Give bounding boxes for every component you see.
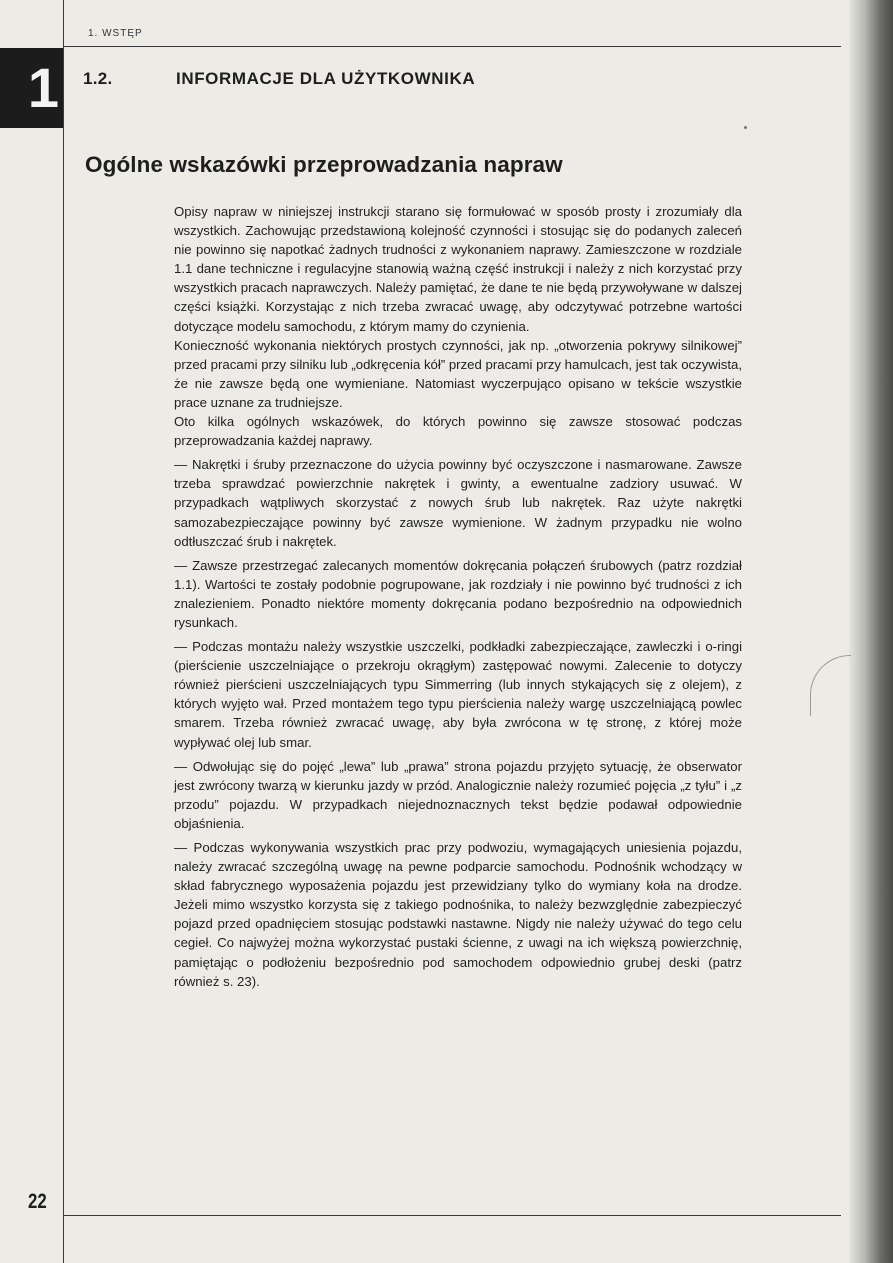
body-text [174, 202, 742, 991]
tip-nuts-bolts: — Nakrętki i śruby przeznaczone do użycia powinny być oczyszczone i nasmarowane. Zawsze trzeba sprawdzać powierzchnie nakrętek i gwinty, a ewentualne zadziory usuwać. W przypadkach wątpliwych skorzystać z nowych śrub lub nakrętek. Raz użyte nakrętki samozabezpieczające powinny być zawsze wymienione. W żadnym przypadku nie wolno odtłuszczać śrub i nakrętek. [174, 457, 742, 549]
tip-left-right: — Odwołując się do pojęć „lewa” lub „prawa” strona pojazdu przyjęto sytuację, że obserwator jest zwrócony twarzą w kierunku jazdy w przód. Analogicznie należy rozumieć pojęcia „z tyłu” i „z przodu” pojazdu. W przypadkach niejednoznacznych tekst będzie podawał odpowiednie objaśnienia. [174, 758, 742, 831]
chapter-tab: 1 [0, 48, 63, 128]
page-number: 22 [28, 1190, 47, 1213]
margin-rule [63, 0, 64, 1263]
paragraph-obvious-steps: Konieczność wykonania niektórych prostych czynności, jak np. „otworzenia pokrywy silnikowej” przed pracami przy silniku lub „odkręcenia kół” przed pracami przy hamulcach, jest tak oczywista, że nie zawsze będą one wymieniane. Natomiast wyczerpująco opisano w tekście wszystkie prace uznane za trudniejsze. [174, 337, 743, 410]
paragraph-intro: Opisy napraw w niniejszej instrukcji starano się formułować w sposób prosty i zrozumiały dla wszystkich. Zachowując przedstawioną kolejność czynności i stosując się do podanych zaleceń nie powinno się napotkać żadnych trudności z wykonaniem naprawy. Zamieszczone w rozdziale 1.1 dane techniczne i regulacyjne stanowią ważną część instrukcji i należy z nich korzystać przy wszystkich pracach naprawczych. Należy pamiętać, że dane te nie będą przywoływane w dalszej części książki. Korzystając z nich trzeba zwracać uwagę, aby odczytywać potrzebne wartości dotyczące modelu samochodu, z którym mamy do czynienia. [174, 204, 742, 334]
section-title: INFORMACJE DLA UŻYTKOWNIKA [176, 69, 476, 88]
print-speck [744, 126, 747, 129]
running-head: 1. WSTĘP [88, 28, 143, 39]
paragraph-general-tips: Oto kilka ogólnych wskazówek, do których powinno się zawsze stosować podczas przeprowadzania każdej naprawy. [174, 414, 742, 449]
book-spine-shadow [849, 0, 893, 1263]
tip-torque: — Zawsze przestrzegać zalecanych momentów dokręcania połączeń śrubowych (patrz rozdział 1.1). Wartości te zostały podobnie pogrupowane, jak rozdziały i nie powinno być trudności z ich znalezieniem. Ponadto niektóre momenty dokręcania podano bezpośrednio na odpowiednich rysunkach. [174, 557, 742, 630]
footer-rule [63, 1215, 841, 1216]
tip-seals: — Podczas montażu należy wszystkie uszczelki, podkładki zabezpieczające, zawleczki i o-ringi (pierścienie uszczelniające o przekroju okrągłym) zastępować nowymi. Zalecenie to dotyczy również pierścieni uszczelniających typu Simmerring (lub innych stykających się z olejem), z których wyjęto wał. Przed montażem tego typu pierścienia należy wargę uszczelniającą powlec smarem. Trzeba również zwracać uwagę, aby była zwrócona w tę stronę, z której może wypływać olej lub smar. [174, 639, 742, 750]
section-number: 1.2. [83, 69, 113, 88]
header-rule [63, 46, 841, 47]
tip-lifting: — Podczas wykonywania wszystkich prac przy podwoziu, wymagających uniesienia pojazdu, należy zwracać szczególną uwagę na pewne podparcie samochodu. Podnośnik wchodzący w skład fabrycznego wyposażenia pojazdu jest przewidziany tylko do wymiany koła na drodze. Jeżeli mimo wszystko korzysta się z takiego podnośnika, to należy bezwzględnie zabezpieczyć pojazd przed opadnięciem stosując podstawki nastawne. Nigdy nie należy używać do tego celu cegieł. Co najwyżej można wykorzystać pustaki ścienne, z uwagi na ich większą powierzchnię, pamiętając o podłożeniu bezpośrednio pod samochodem odpowiednio grubej deski (patrz również s. 23). [174, 840, 742, 989]
page-headline: Ogólne wskazówki przeprowadzania napraw [85, 152, 563, 177]
